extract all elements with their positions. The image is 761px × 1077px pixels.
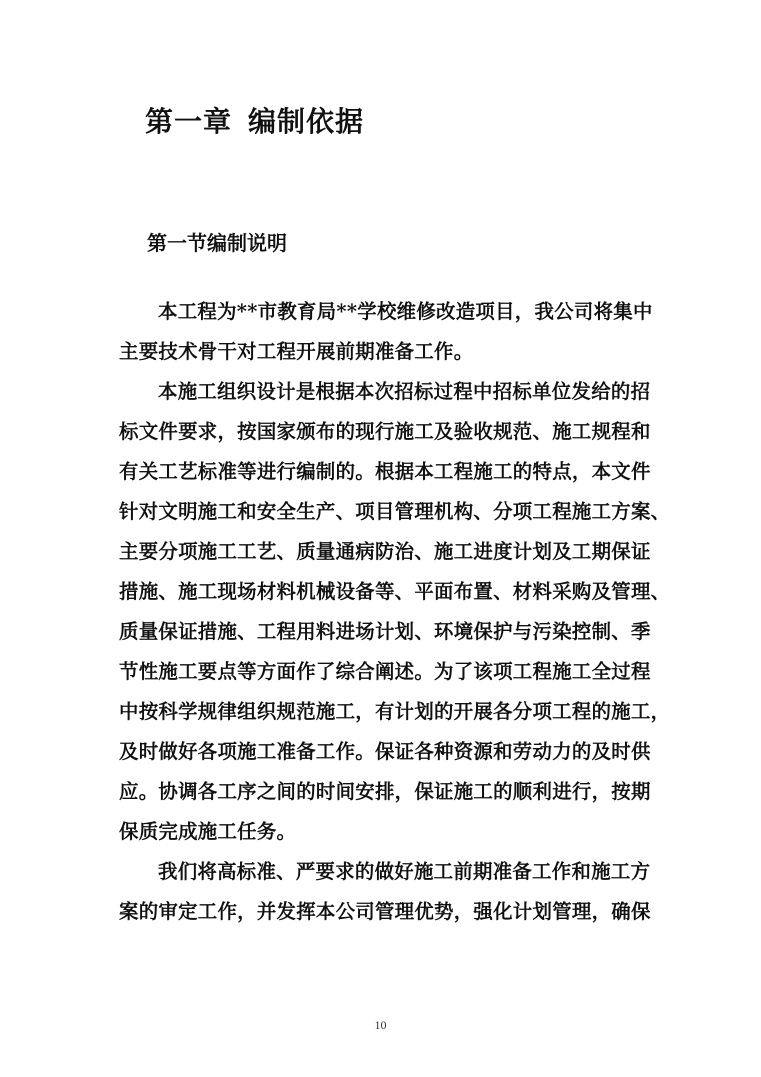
text-line: 应。协调各工序之间的时间安排，保证施工的顺利进行，按期 bbox=[119, 780, 651, 803]
text-line: 针对文明施工和安全生产、项目管理机构、分项工程施工方案、 bbox=[119, 500, 671, 523]
text-line: 主要分项施工工艺、质量通病防治、施工进度计划及工期保证 bbox=[119, 540, 651, 563]
text-line: 本工程为**市教育局**学校维修改造项目，我公司将集中 bbox=[158, 300, 653, 323]
text-line: 节性施工要点等方面作了综合阐述。为了该项工程施工全过程 bbox=[119, 660, 651, 683]
text-line: 标文件要求，按国家颁布的现行施工及验收规范、施工规程和 bbox=[119, 420, 651, 443]
section-title: 第一节编制说明 bbox=[147, 231, 287, 255]
text-line: 质量保证措施、工程用料进场计划、环境保护与污染控制、季 bbox=[119, 620, 651, 643]
chapter-number: 第一章 bbox=[145, 105, 233, 138]
text-line: 本施工组织设计是根据本次招标过程中招标单位发给的招 bbox=[158, 380, 651, 403]
text-line: 案的审定工作，并发挥本公司管理优势，强化计划管理，确保 bbox=[119, 900, 651, 923]
body-text bbox=[119, 292, 671, 932]
page-number: 10 bbox=[374, 1018, 387, 1032]
text-line: 措施、施工现场材料机械设备等、平面布置、材料采购及管理、 bbox=[119, 580, 671, 603]
text-line: 有关工艺标准等进行编制的。根据本工程施工的特点，本文件 bbox=[119, 460, 651, 483]
text-line: 主要技术骨干对工程开展前期准备工作。 bbox=[119, 340, 474, 363]
text-line: 保质完成施工任务。 bbox=[119, 820, 297, 843]
chapter-name: 编制依据 bbox=[248, 105, 365, 138]
text-line: 中按科学规律组织规范施工，有计划的开展各分项工程的施工， bbox=[119, 700, 671, 723]
text-line: 我们将高标准、严要求的做好施工前期准备工作和施工方 bbox=[158, 860, 651, 883]
text-line: 及时做好各项施工准备工作。保证各种资源和劳动力的及时供 bbox=[119, 740, 651, 763]
chapter-title bbox=[145, 100, 364, 140]
